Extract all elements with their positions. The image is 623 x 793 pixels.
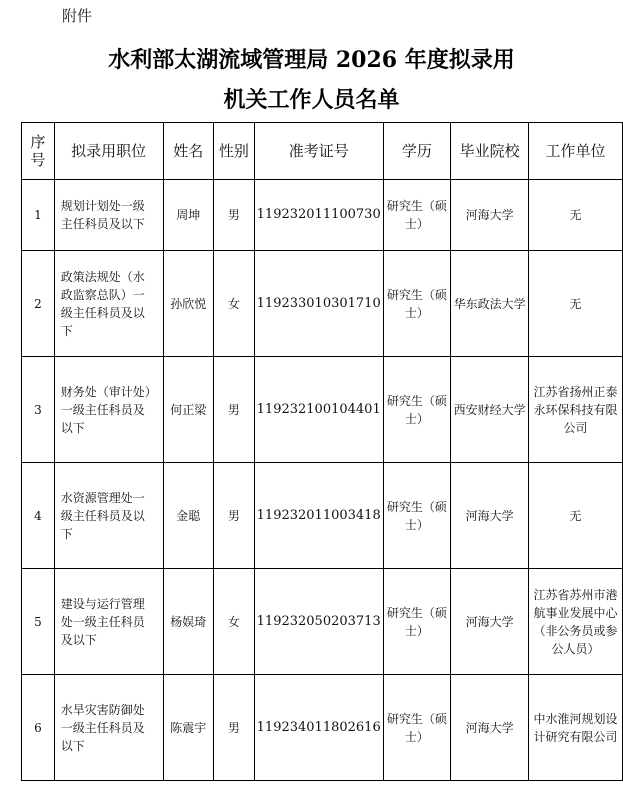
cell-name: 何正梁 <box>163 357 213 463</box>
cell-education: 研究生（硕士） <box>383 675 450 781</box>
header-exam-id: 准考证号 <box>254 123 383 180</box>
candidate-table <box>21 122 623 781</box>
cell-name: 周坤 <box>163 180 213 251</box>
cell-exam-id: 119232050203713 <box>254 569 383 675</box>
cell-exam-id: 119232011003418 <box>254 463 383 569</box>
cell-school: 河海大学 <box>451 180 529 251</box>
table-header-row <box>22 123 623 180</box>
cell-position: 规划计划处一级主任科员及以下 <box>54 180 163 251</box>
cell-position: 建设与运行管理处一级主任科员及以下 <box>54 569 163 675</box>
cell-gender: 女 <box>214 569 255 675</box>
table-row <box>22 251 623 357</box>
cell-name: 陈震宇 <box>163 675 213 781</box>
cell-exam-id: 119232100104401 <box>254 357 383 463</box>
cell-no: 3 <box>22 357 55 463</box>
cell-no: 1 <box>22 180 55 251</box>
cell-gender: 男 <box>214 463 255 569</box>
cell-education: 研究生（硕士） <box>383 251 450 357</box>
cell-no: 4 <box>22 463 55 569</box>
cell-gender: 男 <box>214 180 255 251</box>
cell-school: 河海大学 <box>451 463 529 569</box>
cell-school: 河海大学 <box>451 675 529 781</box>
cell-gender: 男 <box>214 675 255 781</box>
attachment-label: 附件 <box>62 7 93 25</box>
cell-employer: 中水淮河规划设计研究有限公司 <box>529 675 623 781</box>
cell-position: 财务处（审计处）一级主任科员及以下 <box>54 357 163 463</box>
table-row <box>22 463 623 569</box>
cell-education: 研究生（硕士） <box>383 463 450 569</box>
cell-exam-id: 119233010301710 <box>254 251 383 357</box>
cell-exam-id: 119234011802616 <box>254 675 383 781</box>
cell-gender: 男 <box>214 357 255 463</box>
cell-no: 6 <box>22 675 55 781</box>
cell-school: 华东政法大学 <box>451 251 529 357</box>
cell-employer: 江苏省苏州市港航事业发展中心（非公务员或参公人员） <box>529 569 623 675</box>
table-row <box>22 357 623 463</box>
cell-employer: 无 <box>529 251 623 357</box>
cell-name: 孙欣悦 <box>163 251 213 357</box>
header-gender: 性别 <box>214 123 255 180</box>
cell-education: 研究生（硕士） <box>383 569 450 675</box>
cell-gender: 女 <box>214 251 255 357</box>
table-row <box>22 569 623 675</box>
cell-school: 西安财经大学 <box>451 357 529 463</box>
header-employer: 工作单位 <box>529 123 623 180</box>
page-title: 水利部太湖流域管理局 2026 年度拟录用 <box>108 47 515 73</box>
cell-employer: 江苏省扬州正泰永环保科技有限公司 <box>529 357 623 463</box>
header-no: 序号 <box>22 123 55 180</box>
page-subtitle: 机关工作人员名单 <box>223 87 400 113</box>
cell-school: 河海大学 <box>451 569 529 675</box>
header-name: 姓名 <box>163 123 213 180</box>
header-education: 学历 <box>383 123 450 180</box>
cell-position: 政策法规处（水政监察总队）一级主任科员及以下 <box>54 251 163 357</box>
header-school: 毕业院校 <box>451 123 529 180</box>
cell-education: 研究生（硕士） <box>383 357 450 463</box>
table-row <box>22 675 623 781</box>
cell-position: 水资源管理处一级主任科员及以下 <box>54 463 163 569</box>
cell-no: 2 <box>22 251 55 357</box>
table-row <box>22 180 623 251</box>
cell-name: 杨娱琦 <box>163 569 213 675</box>
cell-no: 5 <box>22 569 55 675</box>
cell-position: 水旱灾害防御处一级主任科员及以下 <box>54 675 163 781</box>
cell-employer: 无 <box>529 180 623 251</box>
cell-exam-id: 119232011100730 <box>254 180 383 251</box>
cell-education: 研究生（硕士） <box>383 180 450 251</box>
cell-employer: 无 <box>529 463 623 569</box>
cell-name: 金聪 <box>163 463 213 569</box>
header-position: 拟录用职位 <box>54 123 163 180</box>
